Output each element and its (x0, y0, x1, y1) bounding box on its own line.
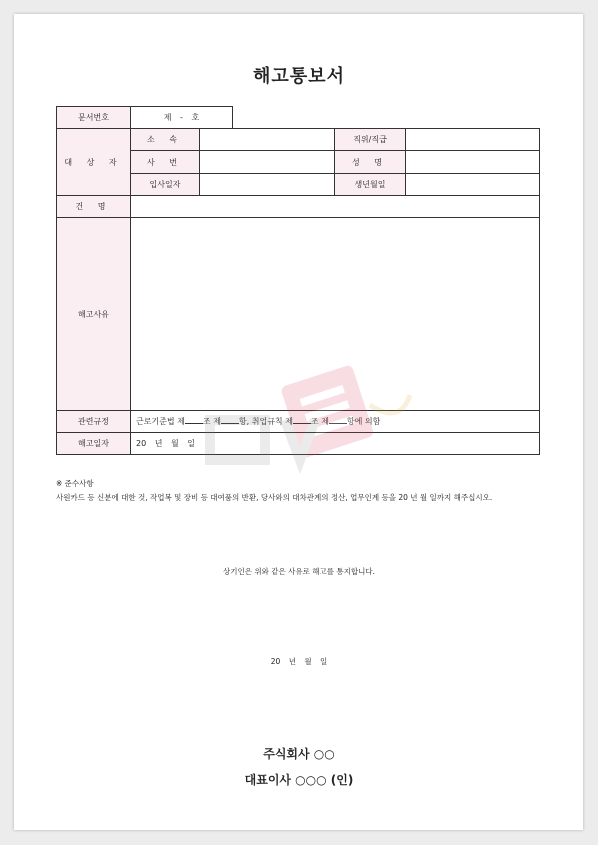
subject-label: 건 명 (57, 196, 131, 218)
notification-statement: 상기인은 위와 같은 사유로 해고를 통지합니다. (223, 567, 375, 576)
doc-number-value[interactable]: 제 - 호 (131, 107, 233, 129)
regulation-text-4: 조 제 (310, 417, 329, 426)
doc-number-label: 문서번호 (57, 107, 131, 129)
emp-no-field[interactable] (200, 151, 335, 174)
dept-label: 소 속 (131, 129, 200, 151)
hire-date-label: 입사일자 (131, 174, 200, 196)
notice-body: 사원카드 등 신분에 대한 것, 작업복 및 장비 등 대여품의 반환, 당사와의 대차관계의 정산, 업무인계 등을 20 년 월 일까지 해주십시오. (56, 493, 493, 502)
company-name: 주식회사 ○○ (263, 747, 335, 761)
position-label: 직위/직급 (335, 129, 406, 151)
blank-4 (329, 416, 347, 424)
birth-field[interactable] (406, 174, 540, 196)
hire-date-field[interactable] (200, 174, 335, 196)
blank-3 (293, 416, 311, 424)
regulation-text-5: 항에 의함 (346, 417, 381, 426)
dismissal-date-field[interactable]: 20 년 월 일 (131, 433, 540, 455)
blank-1 (185, 416, 203, 424)
document-title: 해고통보서 (253, 66, 345, 87)
regulation-text-1: 근로기준법 제 (136, 417, 185, 426)
emp-no-label: 사 번 (131, 151, 200, 174)
regulation-text-3: 항, 취업규칙 제 (238, 417, 293, 426)
dismissal-form-table (56, 128, 540, 455)
dept-field[interactable] (200, 129, 335, 151)
doc-number-table (56, 106, 233, 129)
birth-label: 생년월일 (335, 174, 406, 196)
reason-field[interactable] (131, 218, 540, 411)
dismissal-date-label: 해고일자 (57, 433, 131, 455)
name-field[interactable] (406, 151, 540, 174)
regulation-text-2: 조 제 (202, 417, 221, 426)
ceo-signature: 대표이사 ○○○ (인) (244, 773, 354, 787)
name-label: 성 명 (335, 151, 406, 174)
reason-label: 해고사유 (57, 218, 131, 411)
position-field[interactable] (406, 129, 540, 151)
subject-field[interactable] (131, 196, 540, 218)
regulation-field[interactable] (131, 411, 540, 433)
blank-2 (221, 416, 239, 424)
issue-date: 20 년 월 일 (270, 657, 328, 666)
notice-heading: ※ 준수사항 (56, 479, 94, 488)
regulation-label: 관련규정 (57, 411, 131, 433)
target-label: 대 상 자 (57, 129, 131, 196)
notice-section (56, 477, 542, 505)
